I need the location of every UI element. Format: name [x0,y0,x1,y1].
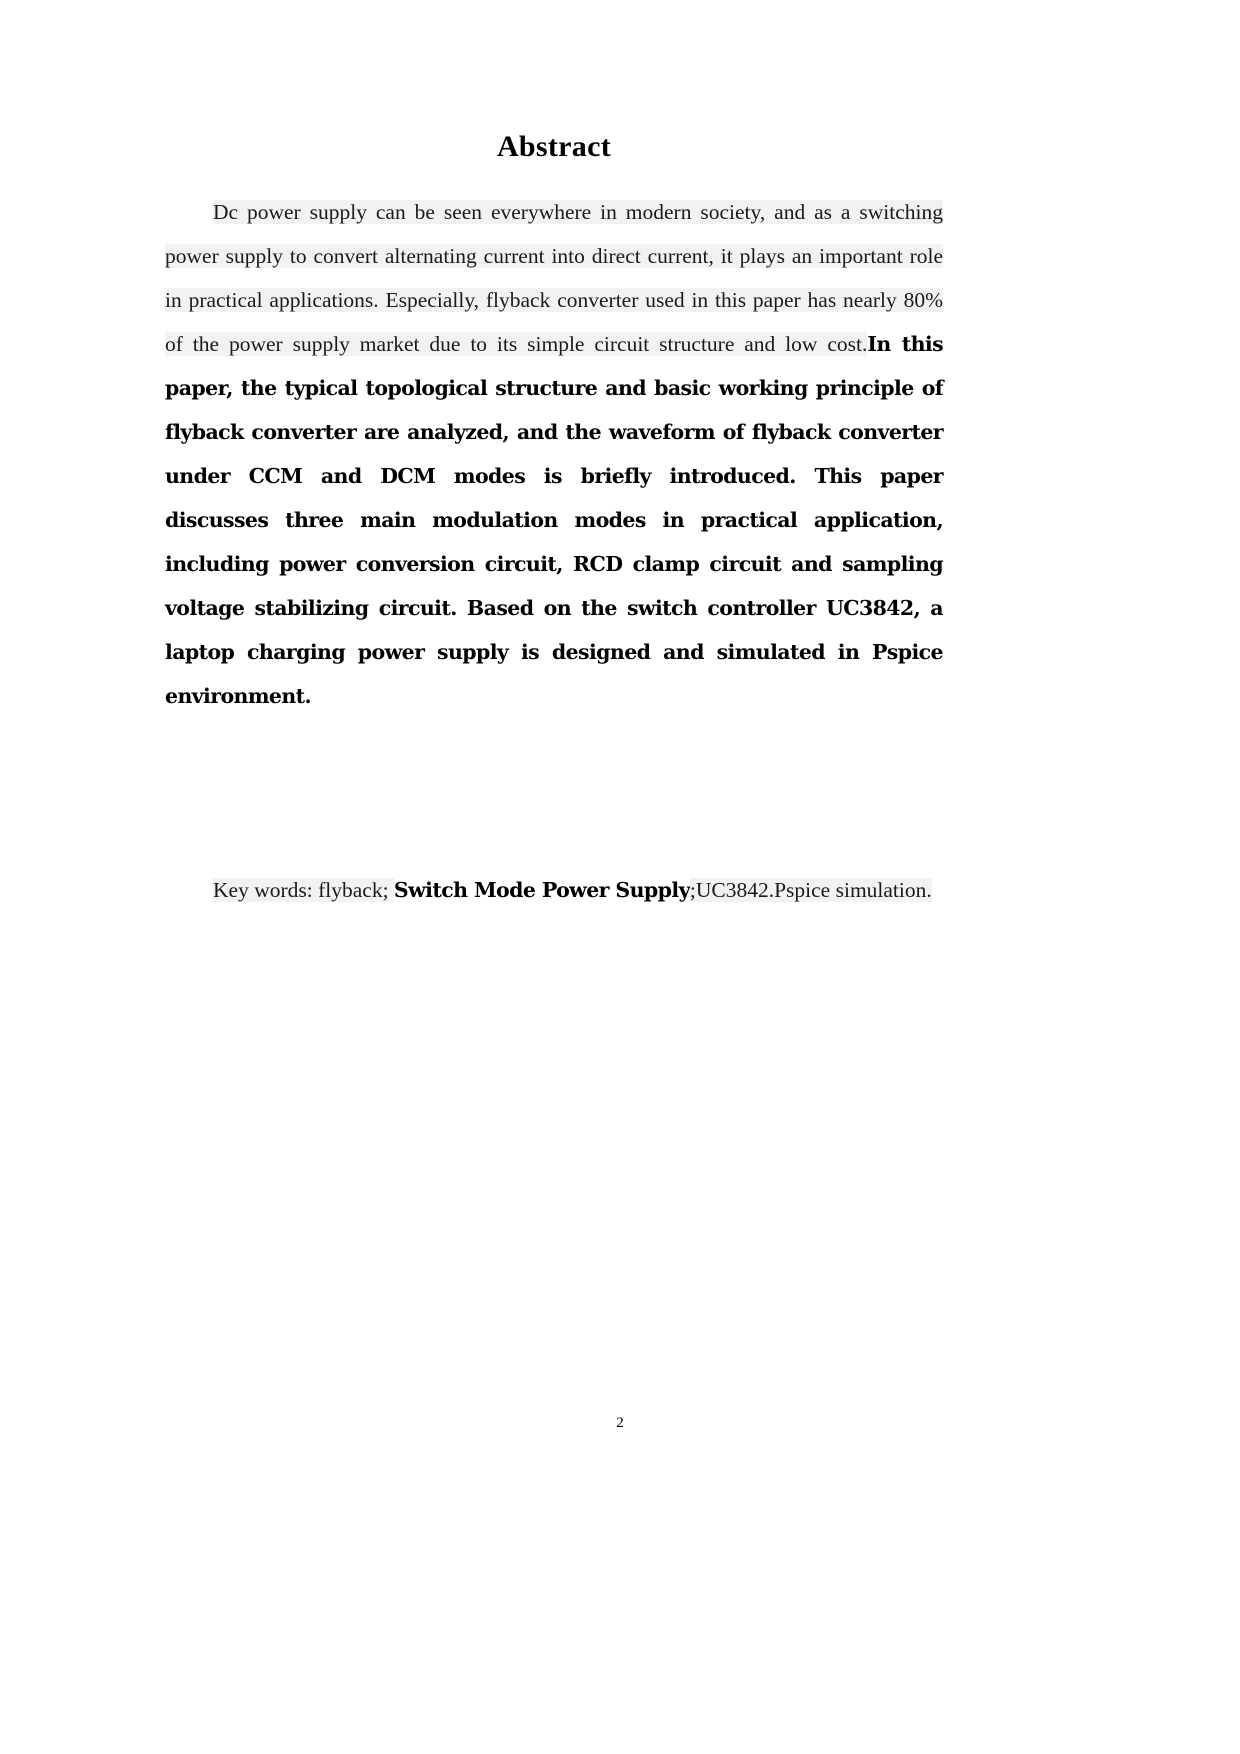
page-number: 2 [616,1415,624,1431]
keywords-line [165,868,943,912]
abstract-section [165,130,943,912]
keywords-block [165,868,943,912]
keywords-bold-term: Switch Mode Power Supply [393,878,690,902]
keywords-label: Key words: flyback; [213,878,394,902]
page-title: Abstract [496,130,612,163]
abstract-text-regular: Dc power supply can be seen everywhere in modern society, and as a switching power supply to convert alternating current into direct current, it plays an important role in practical applications. Especially, flyback converter used in this paper has nearly 80% of the power supply market due to its simple circuit structure and low cost. [165,200,943,356]
abstract-text-bold: In this paper, the typical topological structure and basic working principle of flyback converter are analyzed, and the waveform of flyback converter under CCM and DCM modes is briefly introduced. This paper discusses three main modulation modes in practical application, including power conversion circuit, RCD clamp circuit and sampling voltage stabilizing circuit. Based on the switch controller UC3842, a laptop charging power supply is designed and simulated in Pspice environment. [165,332,944,708]
keywords-tail: ;UC3842.Pspice simulation. [689,878,932,902]
abstract-paragraph [165,190,943,718]
